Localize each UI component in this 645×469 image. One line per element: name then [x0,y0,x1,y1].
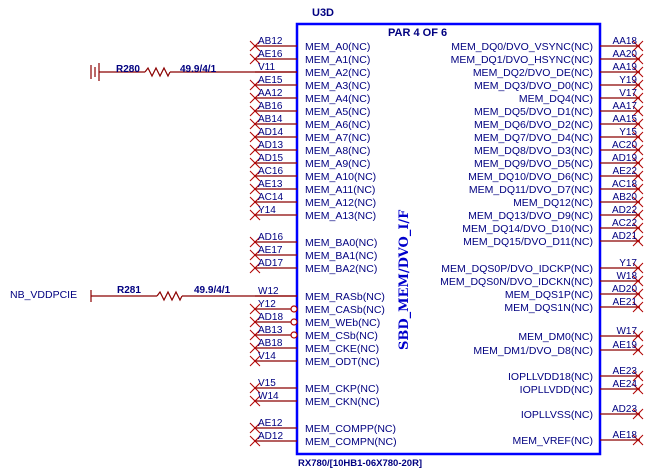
left-pin-name: MEM_A5(NC) [305,106,371,118]
right-pin-number: AD23 [611,404,637,415]
r280-value: 49.9/4/1 [180,64,217,75]
right-pin-name: MEM_DM0(NC) [518,331,593,343]
left-pin-name: MEM_BA0(NC) [305,237,378,249]
left-pin-number: AB13 [258,325,283,336]
left-pin-number: W14 [258,391,279,402]
left-pin-number: V11 [258,62,276,73]
left-pin-name: MEM_A11(NC) [305,184,376,196]
part-number-footer: RX780/[10HB1-06X780-20R] [298,458,423,469]
right-pin-number: AC22 [611,218,637,229]
right-pin-number: AC20 [611,140,637,151]
left-pin-name: MEM_ODT(NC) [305,356,380,368]
left-pin-name: MEM_A7(NC) [305,132,371,144]
left-pin-name: MEM_CASb(NC) [305,304,385,316]
left-pin-name: MEM_A10(NC) [305,171,377,183]
right-pin-name: IOPLLVDD(NC) [519,384,593,396]
left-pin-name: MEM_A8(NC) [305,145,371,157]
right-pin-name: MEM_DQS1N(NC) [504,302,593,314]
right-pin-number: AD19 [611,153,637,164]
right-pin-number: AA20 [612,49,637,60]
inversion-bubble [291,319,297,325]
right-pin-number: Y15 [619,127,637,138]
r280-name: R280 [116,64,140,75]
right-pin-name: MEM_DQ11/DVO_D7(NC) [468,184,593,196]
left-pin-number: AD16 [258,232,284,243]
right-pin-number: Y17 [619,258,637,269]
left-pin-number: AD14 [258,127,284,138]
right-pin-number: W17 [616,326,637,337]
left-pin-name: MEM_WEb(NC) [305,317,381,329]
right-pin-number: AD21 [611,231,637,242]
right-pin-name: MEM_DQS0N/DVO_IDCKN(NC) [440,276,593,288]
inversion-bubble [291,306,297,312]
left-pin-name: MEM_CKN(NC) [305,396,380,408]
right-pin-name: MEM_DQ2/DVO_DE(NC) [472,67,593,79]
right-pin-number: AD20 [611,284,637,295]
left-pin-name: MEM_BA2(NC) [305,263,378,275]
right-pin-number: AA18 [612,36,637,47]
right-pin-name: MEM_DQ4(NC) [518,93,593,105]
left-pin-number: AD15 [258,153,284,164]
left-pin-name: MEM_CKP(NC) [305,383,380,395]
right-pin-number: AD22 [611,205,637,216]
right-pin-number: AE22 [612,166,637,177]
right-pin-name: MEM_DQ0/DVO_VSYNC(NC) [451,41,593,53]
left-pin-number: AE15 [258,75,283,86]
left-pin-name: MEM_CKE(NC) [305,343,380,355]
right-pin-number: AA17 [612,101,637,112]
left-pin-number: AD18 [258,312,284,323]
right-pin-number: AC18 [611,179,637,190]
left-pin-name: MEM_COMPN(NC) [305,436,397,448]
right-pin-number: AB20 [612,192,637,203]
right-pin-number: AE23 [612,366,637,377]
right-pin-name: IOPLLVDD18(NC) [508,371,593,383]
right-pin-name: MEM_DQ10/DVO_D6(NC) [468,171,593,183]
right-pin-name: IOPLLVSS(NC) [520,409,593,421]
right-pin-name: MEM_DQ3/DVO_D0(NC) [473,80,593,92]
right-pin-name: MEM_DQ14/DVO_D10(NC) [462,223,593,235]
r281-value: 49.9/4/1 [194,285,231,296]
right-pin-number: AE21 [612,297,637,308]
component-ref: U3D [312,7,335,19]
left-pin-number: AD13 [258,140,284,151]
left-pin-number: AD17 [258,258,284,269]
left-pin-number: AC14 [258,192,284,203]
left-pin-name: MEM_A12(NC) [305,197,377,209]
left-pin-name: MEM_CSb(NC) [305,330,378,342]
left-pin-name: MEM_A4(NC) [305,93,371,105]
right-pin-name: MEM_DQ6/DVO_D2(NC) [473,119,593,131]
left-pin-number: AC16 [258,166,284,177]
right-pin-name: MEM_DQ1/DVO_HSYNC(NC) [450,54,593,66]
left-pin-name: MEM_A9(NC) [305,158,371,170]
left-pin-number: AE13 [258,179,283,190]
left-pin-name: MEM_RASb(NC) [305,291,385,303]
right-pin-name: MEM_DQ12(NC) [513,197,593,209]
right-pin-number: AE18 [612,430,637,441]
left-pin-number: V15 [258,378,276,389]
r281-name: R281 [117,285,141,296]
right-pin-name: MEM_DQ7/DVO_D4(NC) [473,132,593,144]
right-pin-name: MEM_DQ8/DVO_D3(NC) [473,145,593,157]
left-pin-name: MEM_BA1(NC) [305,250,378,262]
left-pin-number: AE17 [258,245,283,256]
left-pin-number: AB12 [258,36,283,47]
inversion-bubble [291,332,297,338]
left-pin-number: AB18 [258,338,283,349]
right-pin-name: MEM_DQ5/DVO_D1(NC) [473,106,593,118]
right-pin-number: AA19 [612,62,637,73]
right-pin-group [440,36,643,447]
right-pin-name: MEM_DM1/DVO_D8(NC) [473,345,593,357]
right-pin-number: AE24 [612,379,637,390]
right-pin-name: MEM_VREF(NC) [512,435,593,447]
right-pin-name: MEM_DQ15/DVO_D11(NC) [463,236,593,248]
left-pin-number: AB16 [258,101,283,112]
left-pin-number: AE16 [258,49,283,60]
left-pin-group [250,36,397,448]
left-pin-number: AB14 [258,114,283,125]
left-pin-number: AE12 [258,418,283,429]
right-pin-name: MEM_DQS1P(NC) [504,289,593,301]
right-pin-name: MEM_DQ13/DVO_D9(NC) [468,210,593,222]
left-pin-name: MEM_A2(NC) [305,67,371,79]
left-pin-number: AA12 [258,88,283,99]
right-pin-number: AE19 [612,340,637,351]
left-pin-number: W12 [258,286,279,297]
right-pin-number: Y19 [619,75,637,86]
left-pin-number: Y12 [258,299,276,310]
right-pin-number: AA15 [612,114,637,125]
net-label-vddpcie: NB_VDDPCIE [10,289,78,301]
left-pin-name: MEM_A1(NC) [305,54,371,66]
right-pin-name: MEM_DQ9/DVO_D5(NC) [473,158,593,170]
r280-resistor-symbol [145,68,170,76]
left-pin-name: MEM_COMPP(NC) [305,423,396,435]
part-header: PAR 4 OF 6 [388,27,448,39]
right-pin-number: V17 [619,88,637,99]
left-pin-name: MEM_A0(NC) [305,41,371,53]
left-pin-name: MEM_A13(NC) [305,210,377,222]
left-pin-name: MEM_A3(NC) [305,80,371,92]
r281-circuit [10,285,297,302]
right-pin-number: W18 [616,271,637,282]
left-pin-number: Y14 [258,205,276,216]
left-pin-name: MEM_A6(NC) [305,119,371,131]
vertical-section-label: SBD_MEM/DVO_I/F [397,209,412,350]
right-pin-name: MEM_DQS0P/DVO_IDCKP(NC) [441,263,593,275]
r281-resistor-symbol [157,292,182,300]
left-pin-number: AD12 [258,431,284,442]
left-pin-number: V14 [258,351,276,362]
